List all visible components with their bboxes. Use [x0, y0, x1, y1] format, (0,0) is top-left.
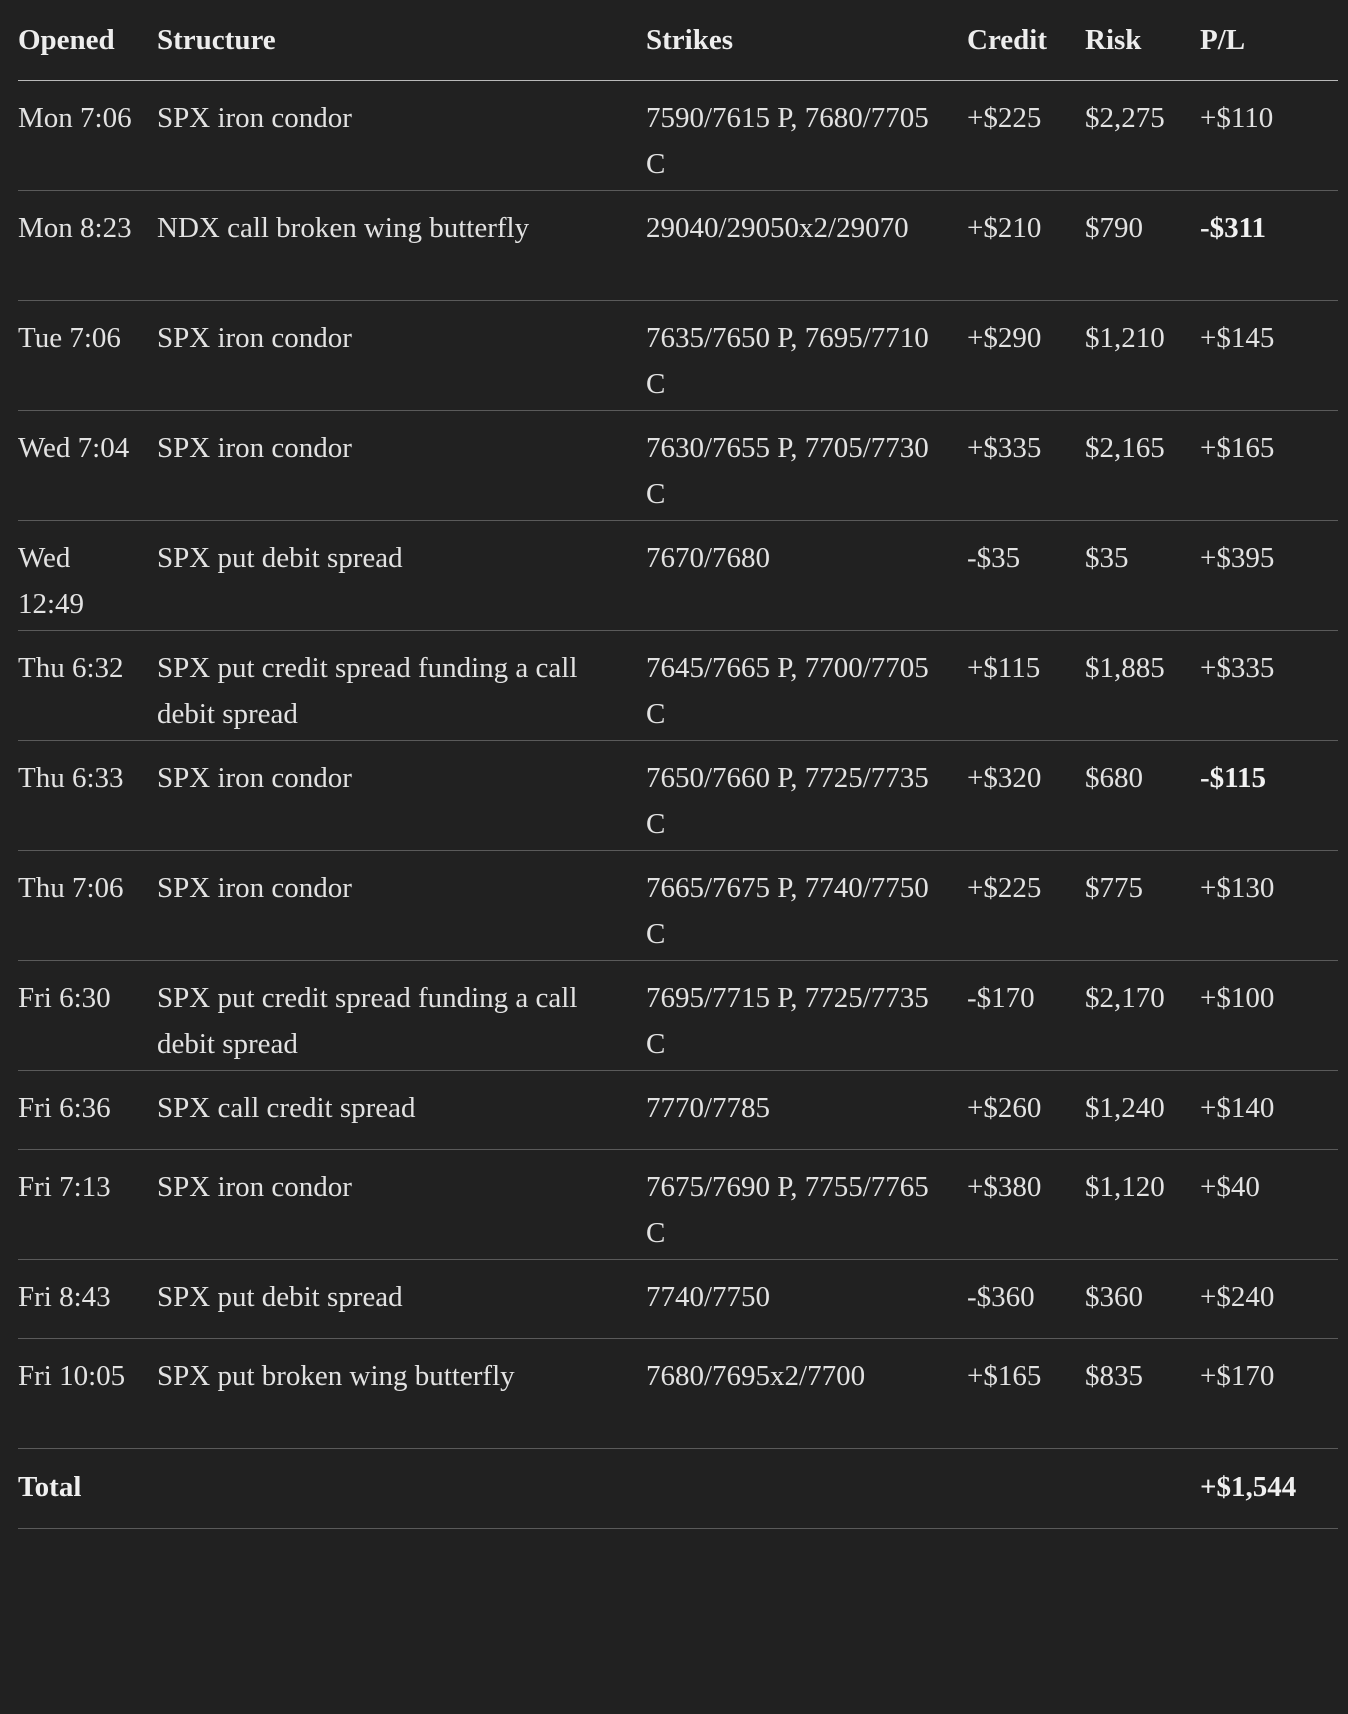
cell-credit: -$170 [967, 961, 1085, 1071]
table-row [18, 301, 1338, 411]
cell-opened: Thu 7:06 [18, 851, 157, 961]
cell-opened: Wed 7:04 [18, 411, 157, 521]
cell-credit: +$320 [967, 741, 1085, 851]
cell-opened: Thu 6:33 [18, 741, 157, 851]
cell-opened: Fri 6:30 [18, 961, 157, 1071]
cell-risk: $775 [1085, 851, 1200, 961]
cell-opened: Fri 10:05 [18, 1339, 157, 1449]
cell-opened: Fri 7:13 [18, 1150, 157, 1260]
cell-pl: +$335 [1200, 631, 1338, 741]
cell-risk: $2,275 [1085, 81, 1200, 191]
table-row [18, 81, 1338, 191]
header-risk: Risk [1085, 0, 1200, 81]
total-empty-cell [967, 1449, 1085, 1529]
trades-table [18, 0, 1338, 1529]
cell-opened: Thu 6:32 [18, 631, 157, 741]
cell-credit: +$225 [967, 81, 1085, 191]
cell-credit: +$290 [967, 301, 1085, 411]
cell-pl: -$311 [1200, 191, 1338, 301]
cell-strikes: 7680/7695x2/7700 [646, 1339, 967, 1449]
table-header-row [18, 0, 1338, 81]
cell-strikes: 7645/7665 P, 7700/7705 C [646, 631, 967, 741]
cell-credit: +$210 [967, 191, 1085, 301]
cell-strikes: 7650/7660 P, 7725/7735 C [646, 741, 967, 851]
cell-pl: +$110 [1200, 81, 1338, 191]
cell-strikes: 7670/7680 [646, 521, 967, 631]
header-structure: Structure [157, 0, 646, 81]
cell-credit: +$165 [967, 1339, 1085, 1449]
trades-table-container [18, 0, 1338, 1529]
cell-pl: +$170 [1200, 1339, 1338, 1449]
cell-risk: $1,210 [1085, 301, 1200, 411]
cell-strikes: 7695/7715 P, 7725/7735 C [646, 961, 967, 1071]
cell-structure: SPX put debit spread [157, 521, 646, 631]
cell-strikes: 7740/7750 [646, 1260, 967, 1339]
cell-strikes: 7665/7675 P, 7740/7750 C [646, 851, 967, 961]
cell-structure: SPX call credit spread [157, 1071, 646, 1150]
total-empty-cell [1085, 1449, 1200, 1529]
cell-structure: SPX iron condor [157, 411, 646, 521]
cell-risk: $35 [1085, 521, 1200, 631]
cell-pl: +$165 [1200, 411, 1338, 521]
cell-structure: SPX iron condor [157, 1150, 646, 1260]
cell-risk: $790 [1085, 191, 1200, 301]
header-credit: Credit [967, 0, 1085, 81]
cell-opened: Fri 8:43 [18, 1260, 157, 1339]
cell-pl: +$240 [1200, 1260, 1338, 1339]
cell-structure: SPX put broken wing butterfly [157, 1339, 646, 1449]
cell-pl: -$115 [1200, 741, 1338, 851]
cell-risk: $360 [1085, 1260, 1200, 1339]
table-row [18, 961, 1338, 1071]
cell-opened: Mon 8:23 [18, 191, 157, 301]
cell-strikes: 7590/7615 P, 7680/7705 C [646, 81, 967, 191]
cell-credit: +$260 [967, 1071, 1085, 1150]
cell-risk: $680 [1085, 741, 1200, 851]
table-row [18, 631, 1338, 741]
cell-strikes: 7770/7785 [646, 1071, 967, 1150]
table-row [18, 411, 1338, 521]
cell-structure: SPX iron condor [157, 81, 646, 191]
cell-credit: +$380 [967, 1150, 1085, 1260]
cell-strikes: 7675/7690 P, 7755/7765 C [646, 1150, 967, 1260]
total-row [18, 1449, 1338, 1529]
total-label: Total [18, 1449, 157, 1529]
cell-risk: $1,120 [1085, 1150, 1200, 1260]
table-row [18, 741, 1338, 851]
cell-risk: $2,165 [1085, 411, 1200, 521]
cell-opened: Mon 7:06 [18, 81, 157, 191]
cell-opened: Tue 7:06 [18, 301, 157, 411]
cell-structure: NDX call broken wing butterfly [157, 191, 646, 301]
table-row [18, 1339, 1338, 1449]
header-opened: Opened [18, 0, 157, 81]
header-pl: P/L [1200, 0, 1338, 81]
cell-pl: +$395 [1200, 521, 1338, 631]
total-pl: +$1,544 [1200, 1449, 1338, 1529]
cell-pl: +$145 [1200, 301, 1338, 411]
table-row [18, 191, 1338, 301]
table-row [18, 851, 1338, 961]
cell-structure: SPX put credit spread funding a call debit spread [157, 631, 646, 741]
cell-strikes: 29040/29050x2/29070 [646, 191, 967, 301]
cell-pl: +$140 [1200, 1071, 1338, 1150]
cell-structure: SPX put debit spread [157, 1260, 646, 1339]
cell-structure: SPX put credit spread funding a call debit spread [157, 961, 646, 1071]
cell-strikes: 7630/7655 P, 7705/7730 C [646, 411, 967, 521]
total-empty-cell [646, 1449, 967, 1529]
cell-credit: -$35 [967, 521, 1085, 631]
cell-credit: +$225 [967, 851, 1085, 961]
table-row [18, 1071, 1338, 1150]
cell-risk: $1,240 [1085, 1071, 1200, 1150]
cell-risk: $1,885 [1085, 631, 1200, 741]
cell-credit: +$115 [967, 631, 1085, 741]
cell-pl: +$100 [1200, 961, 1338, 1071]
cell-credit: +$335 [967, 411, 1085, 521]
cell-strikes: 7635/7650 P, 7695/7710 C [646, 301, 967, 411]
cell-risk: $835 [1085, 1339, 1200, 1449]
table-row [18, 521, 1338, 631]
cell-structure: SPX iron condor [157, 851, 646, 961]
cell-pl: +$40 [1200, 1150, 1338, 1260]
cell-opened: Fri 6:36 [18, 1071, 157, 1150]
table-row [18, 1150, 1338, 1260]
header-strikes: Strikes [646, 0, 967, 81]
cell-credit: -$360 [967, 1260, 1085, 1339]
cell-pl: +$130 [1200, 851, 1338, 961]
table-body [18, 81, 1338, 1529]
cell-risk: $2,170 [1085, 961, 1200, 1071]
cell-opened: Wed 12:49 [18, 521, 157, 631]
total-empty-cell [157, 1449, 646, 1529]
cell-structure: SPX iron condor [157, 301, 646, 411]
cell-structure: SPX iron condor [157, 741, 646, 851]
table-row [18, 1260, 1338, 1339]
